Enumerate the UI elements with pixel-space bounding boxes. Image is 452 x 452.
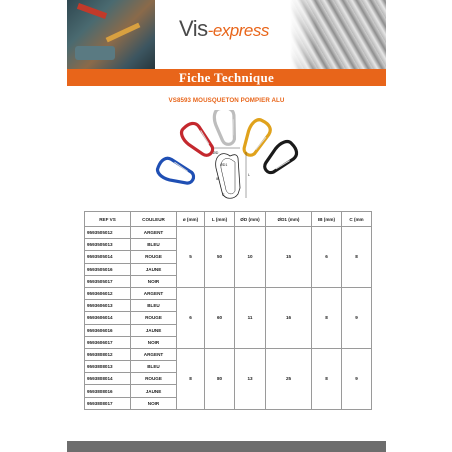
cell-color: ARGENT: [131, 348, 177, 360]
cell-ref: 9593505013: [85, 239, 131, 251]
spec-table: [84, 211, 372, 410]
brand-separator: -: [207, 21, 213, 40]
cell-color: ROUGE: [131, 312, 177, 324]
banner-title: Fiche Technique: [178, 70, 275, 85]
brand-logo: [179, 16, 269, 42]
cell-c: 9: [342, 348, 372, 409]
cell-d1: 16: [266, 287, 312, 348]
cell-color: ROUGE: [131, 373, 177, 385]
tools-photo: [67, 0, 155, 69]
cell-d1: 15: [266, 227, 312, 288]
cell-ref: 9593808013: [85, 361, 131, 373]
cell-ref: 9593606013: [85, 300, 131, 312]
header-ib: IB (mm): [312, 212, 342, 227]
cell-length: 50: [205, 227, 235, 288]
diagram-label-ib: IB: [216, 177, 220, 181]
cell-ib: 8: [312, 287, 342, 348]
cell-ref: 9593606016: [85, 324, 131, 336]
cell-diameter: 8: [177, 348, 205, 409]
carabiner-black: [259, 138, 300, 176]
diagram-label-d1: ØD1: [220, 163, 228, 167]
cell-ref: 9593808012: [85, 348, 131, 360]
cell-d: 11: [235, 287, 266, 348]
cell-d: 10: [235, 227, 266, 288]
cell-color: NOIR: [131, 336, 177, 348]
header-color: COULEUR: [131, 212, 177, 227]
cell-ref: 9593808014: [85, 373, 131, 385]
diagram-label-l: L: [248, 173, 250, 177]
cell-ib: 8: [312, 348, 342, 409]
header-d: ØD (mm): [235, 212, 266, 227]
cell-ref: 9593505017: [85, 275, 131, 287]
cell-color: NOIR: [131, 275, 177, 287]
cell-ref: 9593505014: [85, 251, 131, 263]
cell-diameter: 6: [177, 287, 205, 348]
header-length: L (mm): [205, 212, 235, 227]
cell-ref: 9593606012: [85, 287, 131, 299]
cell-color: BLEU: [131, 361, 177, 373]
header-ref: REF VS: [85, 212, 131, 227]
carabiner-red: [178, 120, 216, 161]
banner: [67, 69, 386, 86]
cell-c: 9: [342, 287, 372, 348]
table-row: [85, 348, 372, 360]
cell-c: 8: [342, 227, 372, 288]
cell-color: ARGENT: [131, 227, 177, 239]
header-diameter: ø (mm): [177, 212, 205, 227]
cell-ref: 9593808016: [85, 385, 131, 397]
cell-ref: 9593505016: [85, 263, 131, 275]
cell-ref: 9593606017: [85, 336, 131, 348]
cell-ref: 9593808017: [85, 397, 131, 409]
cell-diameter: 5: [177, 227, 205, 288]
cell-d1: 25: [266, 348, 312, 409]
header: [67, 0, 386, 69]
diagram-label-c: C: [222, 193, 225, 197]
header-d1: ØD1 (mm): [266, 212, 312, 227]
table-row: [85, 287, 372, 299]
header-c: C (mm: [342, 212, 372, 227]
cell-color: ROUGE: [131, 251, 177, 263]
cell-color: JAUNE: [131, 263, 177, 275]
cell-color: BLEU: [131, 239, 177, 251]
footer-bar: [67, 441, 386, 452]
cell-length: 80: [205, 348, 235, 409]
cell-ref: 9593505012: [85, 227, 131, 239]
diagram-label-d: ØD: [213, 151, 219, 155]
screws-photo: [290, 0, 386, 69]
product-title: VS8593 MOUSQUETON POMPIER ALU: [168, 97, 285, 104]
cell-length: 60: [205, 287, 235, 348]
cell-color: ARGENT: [131, 287, 177, 299]
brand-name: Vis: [179, 16, 208, 41]
brand-suffix: express: [212, 21, 269, 40]
cell-ref: 9593606014: [85, 312, 131, 324]
carabiner-yellow: [237, 117, 273, 159]
cell-color: JAUNE: [131, 385, 177, 397]
carabiner-silver: [213, 110, 236, 146]
table-row: [85, 227, 372, 239]
cell-color: NOIR: [131, 397, 177, 409]
table-header-row: [85, 212, 372, 227]
cell-d: 13: [235, 348, 266, 409]
cell-color: JAUNE: [131, 324, 177, 336]
cell-color: BLEU: [131, 300, 177, 312]
carabiner-illustration: [146, 110, 306, 200]
dimension-drawing: [213, 148, 250, 198]
cell-ib: 6: [312, 227, 342, 288]
carabiner-blue: [155, 156, 197, 191]
